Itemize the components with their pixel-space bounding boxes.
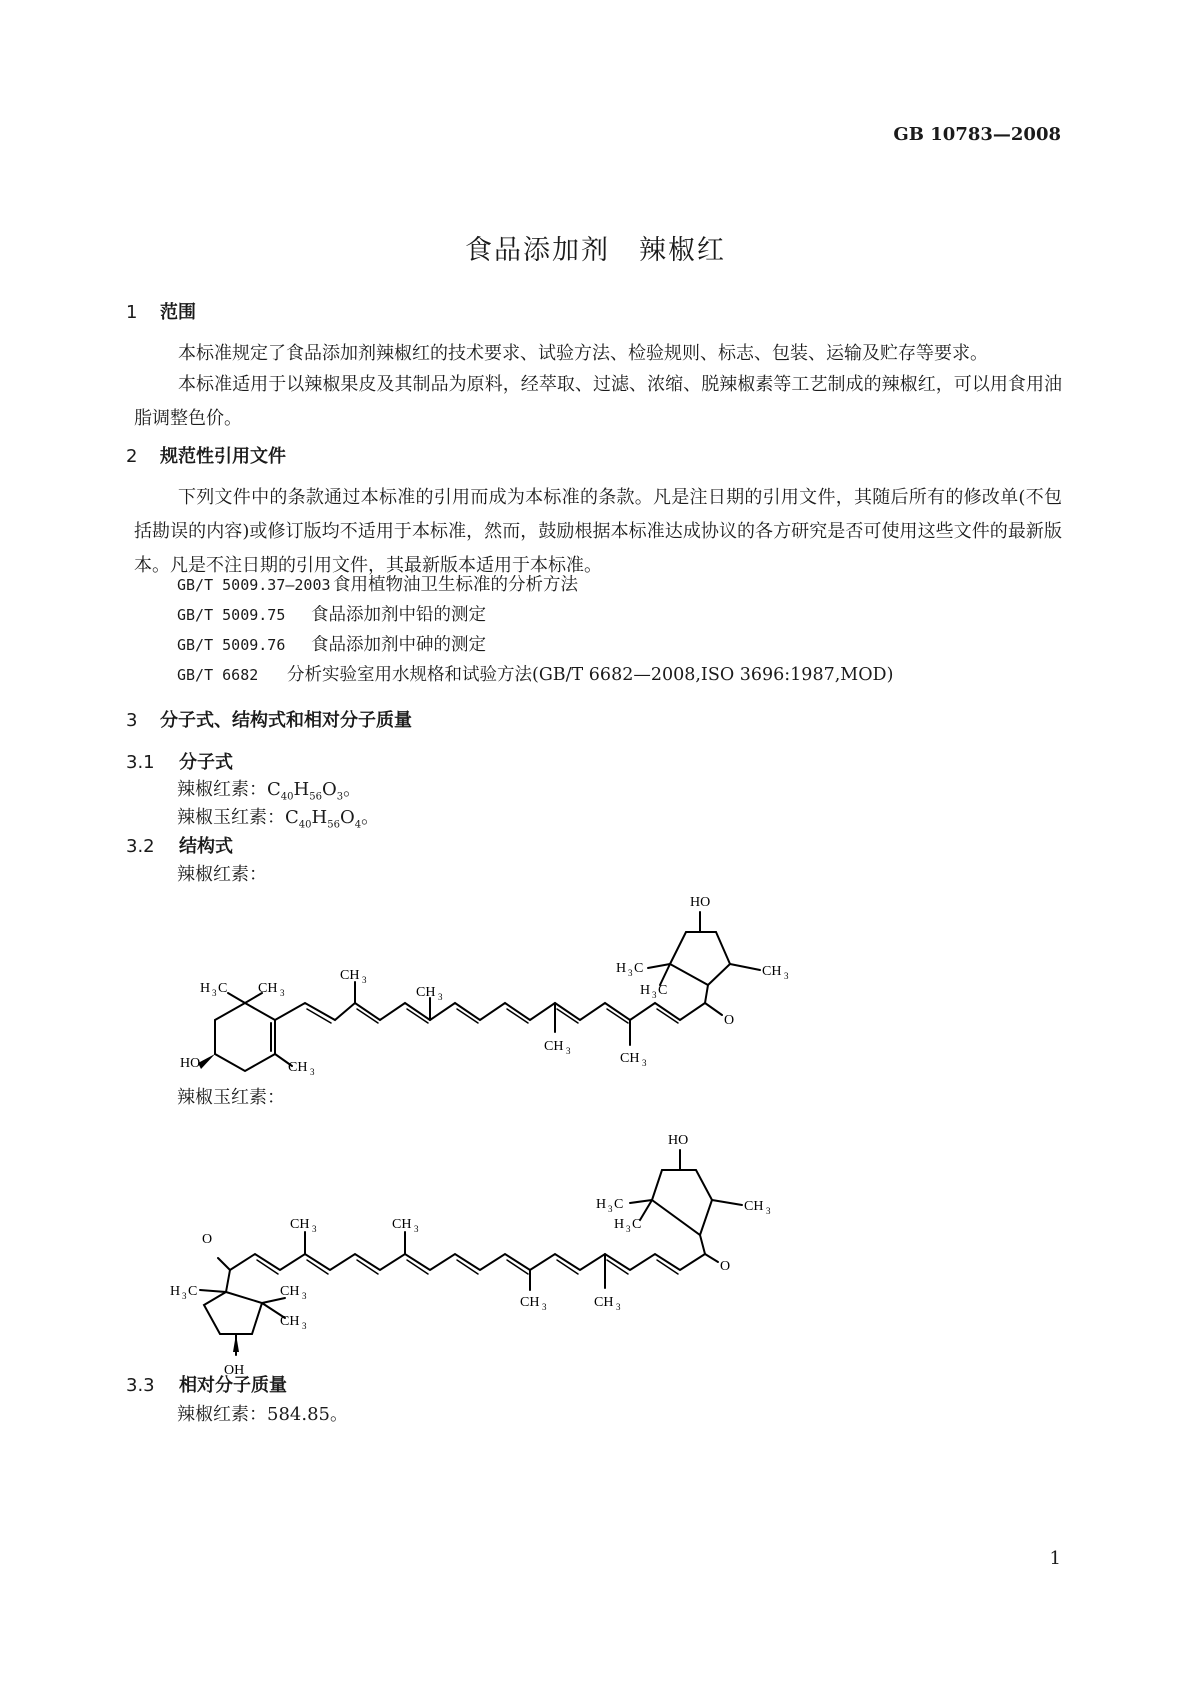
- structure-label: 3: [310, 1067, 315, 1077]
- formula-hydrogen-count: 56: [309, 791, 322, 803]
- structure-label: H: [200, 981, 211, 996]
- structure-label: HO: [180, 1056, 201, 1071]
- structure-label: H: [614, 1217, 625, 1232]
- formula-oxygen-count: 4: [354, 819, 362, 831]
- subsection-3-3-heading: [126, 1371, 287, 1397]
- structure-label: C: [658, 983, 668, 998]
- standard-code: GB 10783—2008: [893, 124, 1061, 145]
- formula-hydrogen: H: [311, 807, 328, 828]
- reference-code: GB/T 5009.76: [177, 636, 286, 654]
- formula-carbon-count: 40: [280, 791, 294, 803]
- structure-label: CH: [280, 1314, 300, 1329]
- reference-code: GB/T 5009.75: [177, 606, 286, 624]
- section-1-paragraph-1: 本标准规定了食品添加剂辣椒红的技术要求、试验方法、检验规则、标志、包装、运输及贮存等要求。: [178, 343, 988, 364]
- structure-label: CH: [416, 985, 436, 1000]
- structure-label: CH: [620, 1051, 640, 1066]
- structure-label: CH: [520, 1295, 540, 1310]
- structure-label-capsorubin: 辣椒玉红素：: [177, 1087, 285, 1108]
- structure-label: C: [188, 1284, 198, 1299]
- structure-label: 3: [642, 1058, 647, 1068]
- structure-label: CH: [258, 981, 278, 996]
- formula-carbon: C: [267, 779, 281, 800]
- structure-label: 3: [616, 1302, 621, 1312]
- structure-label: C: [634, 961, 644, 976]
- section-title: 相对分子质量: [179, 1375, 287, 1396]
- structure-label: OH: [224, 1363, 245, 1378]
- structure-label: H: [170, 1284, 181, 1299]
- section-number: 3.1: [126, 752, 155, 773]
- section-2-paragraph: 下列文件中的条款通过本标准的引用而成为本标准的条款。凡是注日期的引用文件，其随后所有的修改单(不包括勘误的内容)或修订版均不适用于本标准，然而，鼓励根据本标准达成协议的各方研究是否可使用这些文件的最新版本。凡是不注日期的引用文件，其最新版本适用于本标准。: [134, 487, 1062, 576]
- formula-oxygen-count: 3: [336, 791, 344, 803]
- section-title: 分子式: [179, 752, 233, 773]
- section-title: 规范性引用文件: [160, 446, 286, 467]
- structure-label: 3: [302, 1321, 307, 1331]
- structure-label: 3: [280, 988, 285, 998]
- page-number: 1: [1049, 1548, 1061, 1569]
- reference-title: 食品添加剂中铅的测定: [311, 605, 486, 625]
- section-title: 范围: [160, 302, 196, 323]
- structure-label: CH: [290, 1217, 310, 1232]
- structure-label: O: [724, 1013, 735, 1028]
- formula-hydrogen: H: [293, 779, 310, 800]
- structure-label: 3: [542, 1302, 547, 1312]
- structure-label: 3: [766, 1206, 771, 1216]
- section-number: 3.3: [126, 1375, 155, 1396]
- structure-label: H: [596, 1197, 607, 1212]
- structure-label: 3: [182, 1291, 187, 1301]
- section-number: 2: [126, 446, 138, 467]
- formula-oxygen: O: [321, 779, 337, 800]
- reference-title: 食品添加剂中砷的测定: [311, 635, 486, 655]
- formula-hydrogen-count: 56: [327, 819, 340, 831]
- structure-label: CH: [544, 1039, 564, 1054]
- document-title: 食品添加剂 辣椒红: [465, 235, 726, 266]
- structure-label: CH: [594, 1295, 614, 1310]
- structure-label: 3: [566, 1046, 571, 1056]
- reference-code: GB/T 6682: [177, 666, 259, 684]
- section-number: 3: [126, 710, 138, 731]
- structure-label: H: [640, 983, 651, 998]
- structure-label: 3: [652, 990, 657, 1000]
- formula-end: 。: [343, 779, 362, 800]
- reference-code: GB/T 5009.37—2003: [177, 576, 331, 594]
- structure-label: CH: [392, 1217, 412, 1232]
- formula-label: 辣椒红素：: [177, 779, 267, 800]
- structure-label: O: [720, 1259, 731, 1274]
- structure-label: 3: [414, 1224, 419, 1234]
- formula-carbon: C: [285, 807, 299, 828]
- section-title: 结构式: [179, 836, 233, 857]
- reference-title: 分析实验室用水规格和试验方法(GB/T 6682—2008,ISO 3696:1987,MOD): [287, 665, 894, 685]
- structure-label: 3: [312, 1224, 317, 1234]
- structure-label: 3: [608, 1204, 613, 1214]
- structure-label: C: [218, 981, 228, 996]
- section-title: 分子式、结构式和相对分子质量: [160, 710, 412, 731]
- structure-label: O: [202, 1232, 213, 1247]
- structure-label: 3: [784, 971, 789, 981]
- section-number: 3.2: [126, 836, 155, 857]
- structure-label: CH: [288, 1060, 308, 1075]
- structure-label: 3: [628, 968, 633, 978]
- formula-label: 辣椒玉红素：: [177, 807, 285, 828]
- formula-oxygen: O: [339, 807, 355, 828]
- structure-label: C: [614, 1197, 624, 1212]
- structure-label: CH: [280, 1284, 300, 1299]
- section-1-paragraph-2: 本标准适用于以辣椒果皮及其制品为原料，经萃取、过滤、浓缩、脱辣椒素等工艺制成的辣椒红，可以用食用油脂调整色价。: [134, 374, 1062, 429]
- formula-carbon-count: 40: [298, 819, 312, 831]
- structure-label: 3: [302, 1291, 307, 1301]
- structure-label-capsanthin: 辣椒红素：: [177, 864, 267, 885]
- structure-label: 3: [438, 992, 443, 1002]
- structure-label: HO: [690, 895, 711, 910]
- structure-label: 3: [626, 1224, 631, 1234]
- structure-label: HO: [668, 1133, 689, 1148]
- section-number: 1: [126, 302, 138, 323]
- reference-title: 食用植物油卫生标准的分析方法: [333, 575, 578, 595]
- structure-label: CH: [340, 968, 360, 983]
- structure-label: 3: [362, 975, 367, 985]
- structure-label: 3: [212, 988, 217, 998]
- molecular-mass: 辣椒红素：584.85。: [177, 1404, 348, 1425]
- structure-label: C: [632, 1217, 642, 1232]
- formula-end: 。: [361, 807, 380, 828]
- structure-label: CH: [762, 964, 782, 979]
- structure-label: H: [616, 961, 627, 976]
- structure-label: CH: [744, 1199, 764, 1214]
